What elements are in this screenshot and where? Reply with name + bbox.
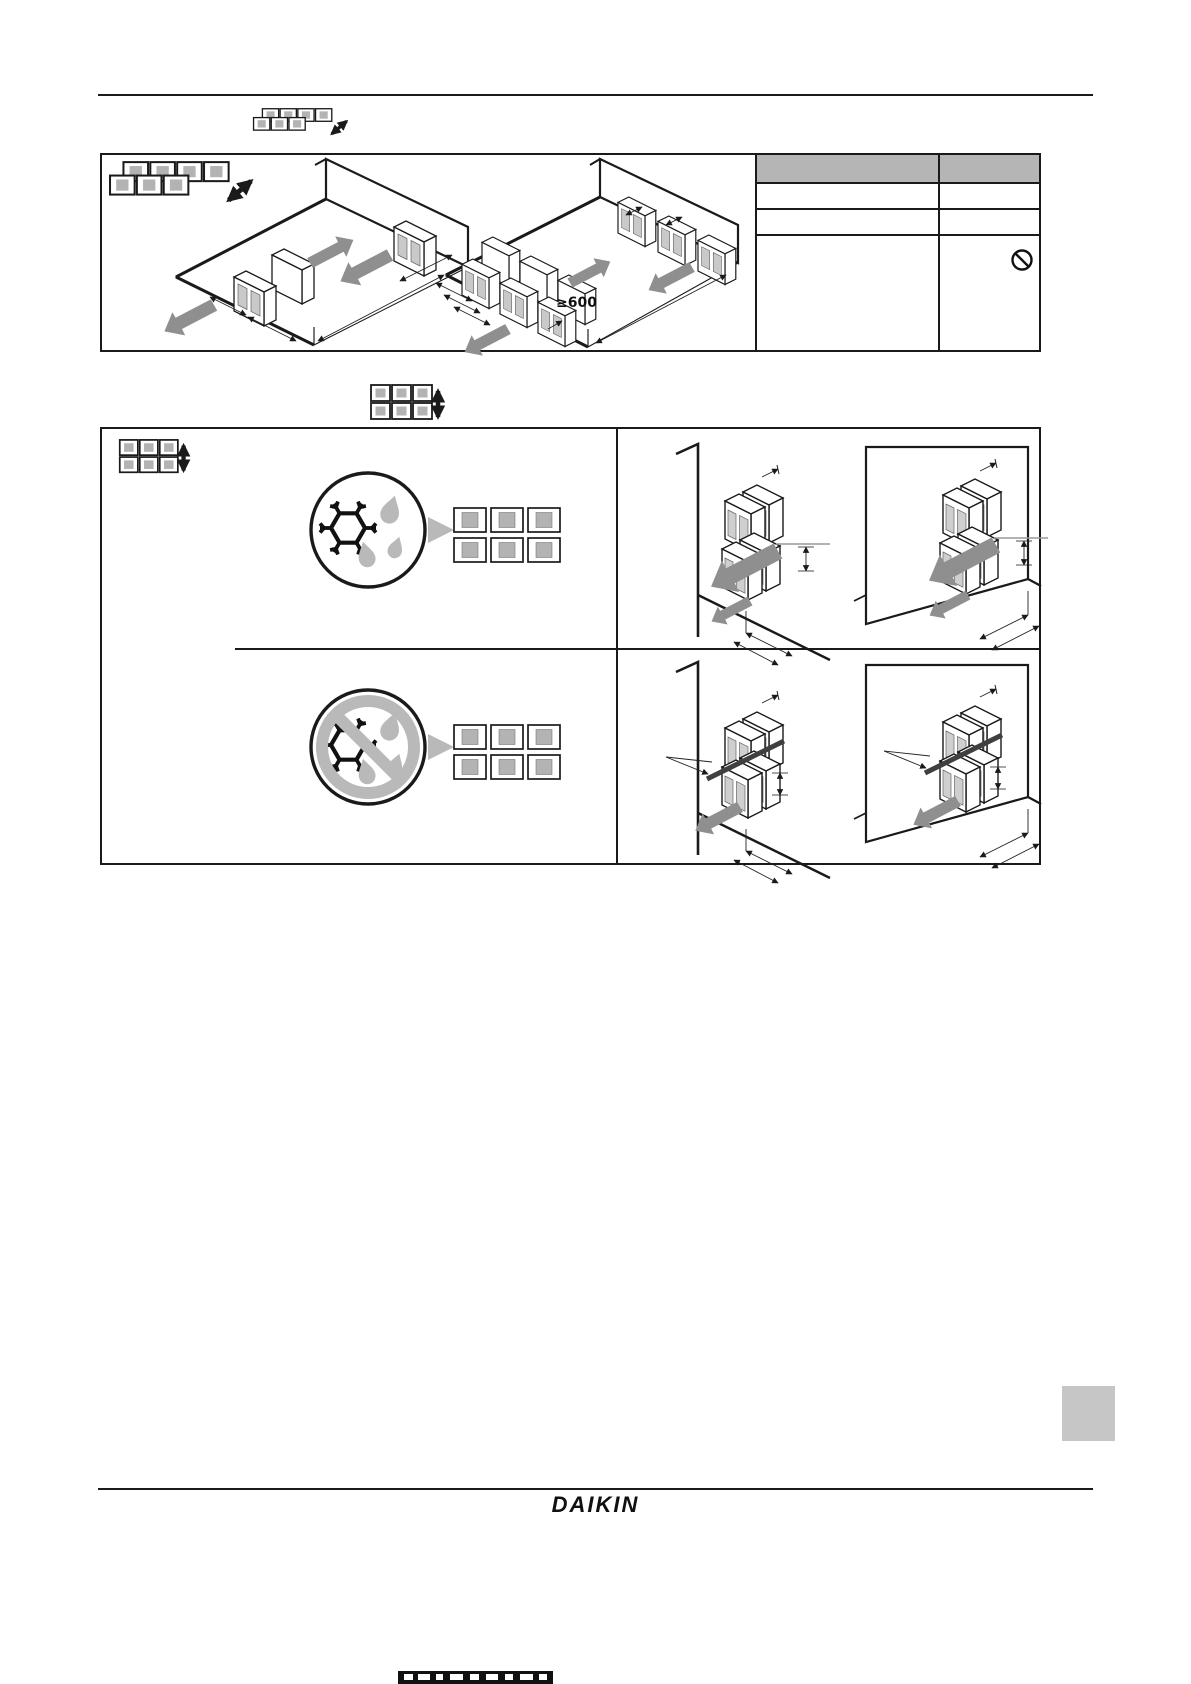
stacked-units-direct-wall-left-isometric [630, 655, 840, 865]
stacked-units-direct-wall-behind-isometric [842, 651, 1042, 863]
stacked-units-vertical-double-arrow-icon [116, 438, 194, 478]
column-divider [616, 429, 618, 863]
pointer-triangle-icon [428, 517, 454, 543]
six-unit-grid-icon [454, 725, 561, 780]
table-column-divider [938, 155, 940, 350]
print-code-bar [398, 1671, 553, 1684]
stacked-units-gap-wall-behind-isometric [842, 433, 1042, 647]
table-row [757, 184, 1039, 210]
bottom-rule [98, 1488, 1093, 1490]
prohibition-icon [1010, 248, 1034, 272]
no-frost-no-drip-icon [307, 686, 429, 808]
stacked-units-vertical-double-arrow-icon [371, 383, 445, 425]
side-by-side-section-box [100, 153, 1041, 352]
six-unit-grid-icon [454, 508, 561, 563]
table-header-row [757, 155, 1039, 184]
footer [0, 1492, 1191, 1518]
unit-rows-diagonal-double-arrow-icon [253, 108, 353, 139]
pointer-triangle-icon [428, 734, 454, 760]
daikin-logo: DAIKIN [551, 1492, 640, 1517]
stacked-units-gap-wall-left-isometric [630, 437, 840, 649]
table-row [757, 236, 1039, 346]
clearance-table [755, 153, 1041, 352]
clearance-label: ≥600 [556, 295, 597, 311]
stacked-section-box [100, 427, 1041, 865]
frost-and-drip-icon [307, 469, 429, 591]
top-rule [98, 94, 1093, 96]
table-row [757, 210, 1039, 236]
multiple-unit-rows-isometric [420, 155, 740, 351]
page-edge-tab [1062, 1386, 1115, 1441]
